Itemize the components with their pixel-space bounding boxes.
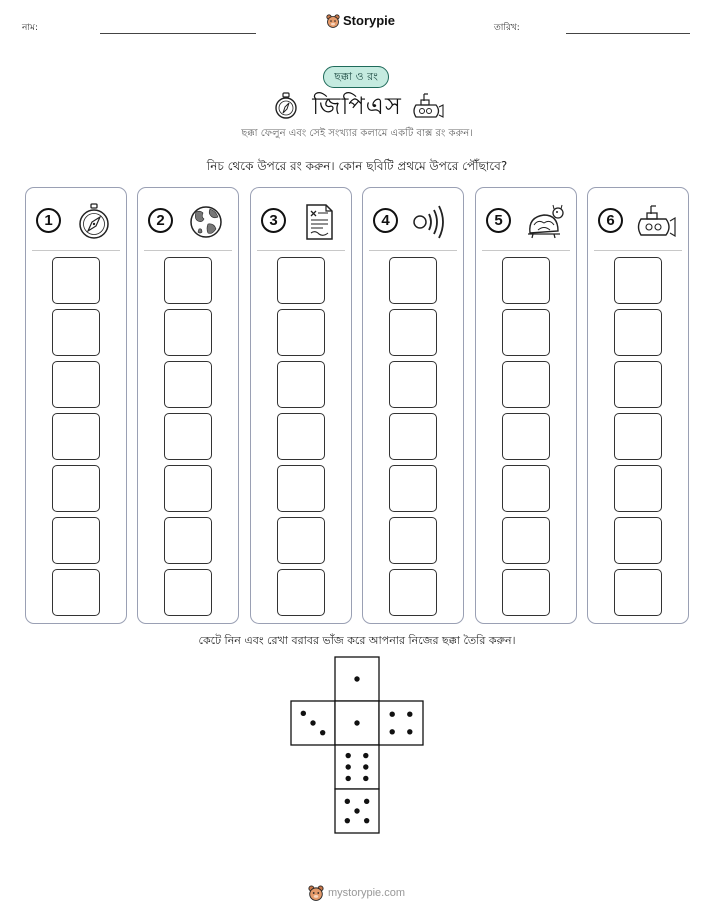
die-pip (345, 818, 350, 823)
die-pip (345, 799, 350, 804)
die-pip (390, 712, 395, 717)
footer (308, 885, 405, 901)
die-pip (346, 753, 351, 758)
die-pip (407, 729, 412, 734)
brand-name: Storypie (343, 13, 396, 28)
die-pip (310, 720, 315, 725)
die-pip (364, 818, 369, 823)
cut-instruction: কেটে নিন এবং রেখা বরাবর ভাঁজ করে আপনার নিজের ছক্কা তৈরি করুন। (198, 634, 516, 647)
die-pip (354, 720, 359, 725)
column-number: 1 (36, 208, 61, 233)
die-face-5 (335, 745, 379, 789)
column-number: 5 (486, 208, 511, 233)
column-number: 4 (373, 208, 398, 233)
subtitle: ছক্কা ফেলুন এবং সেই সংখ্যার কলামে একটি বাক্স রং করুন। (241, 128, 473, 139)
die-pip (301, 711, 306, 716)
die-pip (354, 808, 359, 813)
column-number: 2 (148, 208, 173, 233)
die-face-4 (379, 701, 423, 745)
bear-logo-icon (308, 885, 324, 901)
page-title: জিপিএস (312, 92, 402, 120)
footer-url[interactable]: mystorypie.com (328, 887, 406, 899)
die-pip (363, 764, 368, 769)
die-pip (320, 730, 325, 735)
die-pip (346, 764, 351, 769)
die-pip (363, 753, 368, 758)
die-pip (354, 676, 359, 681)
column-number: 3 (261, 208, 286, 233)
die-pip (390, 729, 395, 734)
die-pip (364, 799, 369, 804)
instruction: নিচ থেকে উপরে রং করুন। কোন ছবিটি প্রথমে উপরে পৌঁছাবে? (206, 159, 508, 173)
column-number: 6 (598, 208, 623, 233)
die-pip (346, 776, 351, 781)
date-label: তারিখ: (494, 23, 520, 33)
die-pip (407, 712, 412, 717)
die-pip (363, 776, 368, 781)
name-label: নাম: (22, 23, 39, 33)
activity-badge: ছক্কা ও রং (323, 66, 389, 88)
